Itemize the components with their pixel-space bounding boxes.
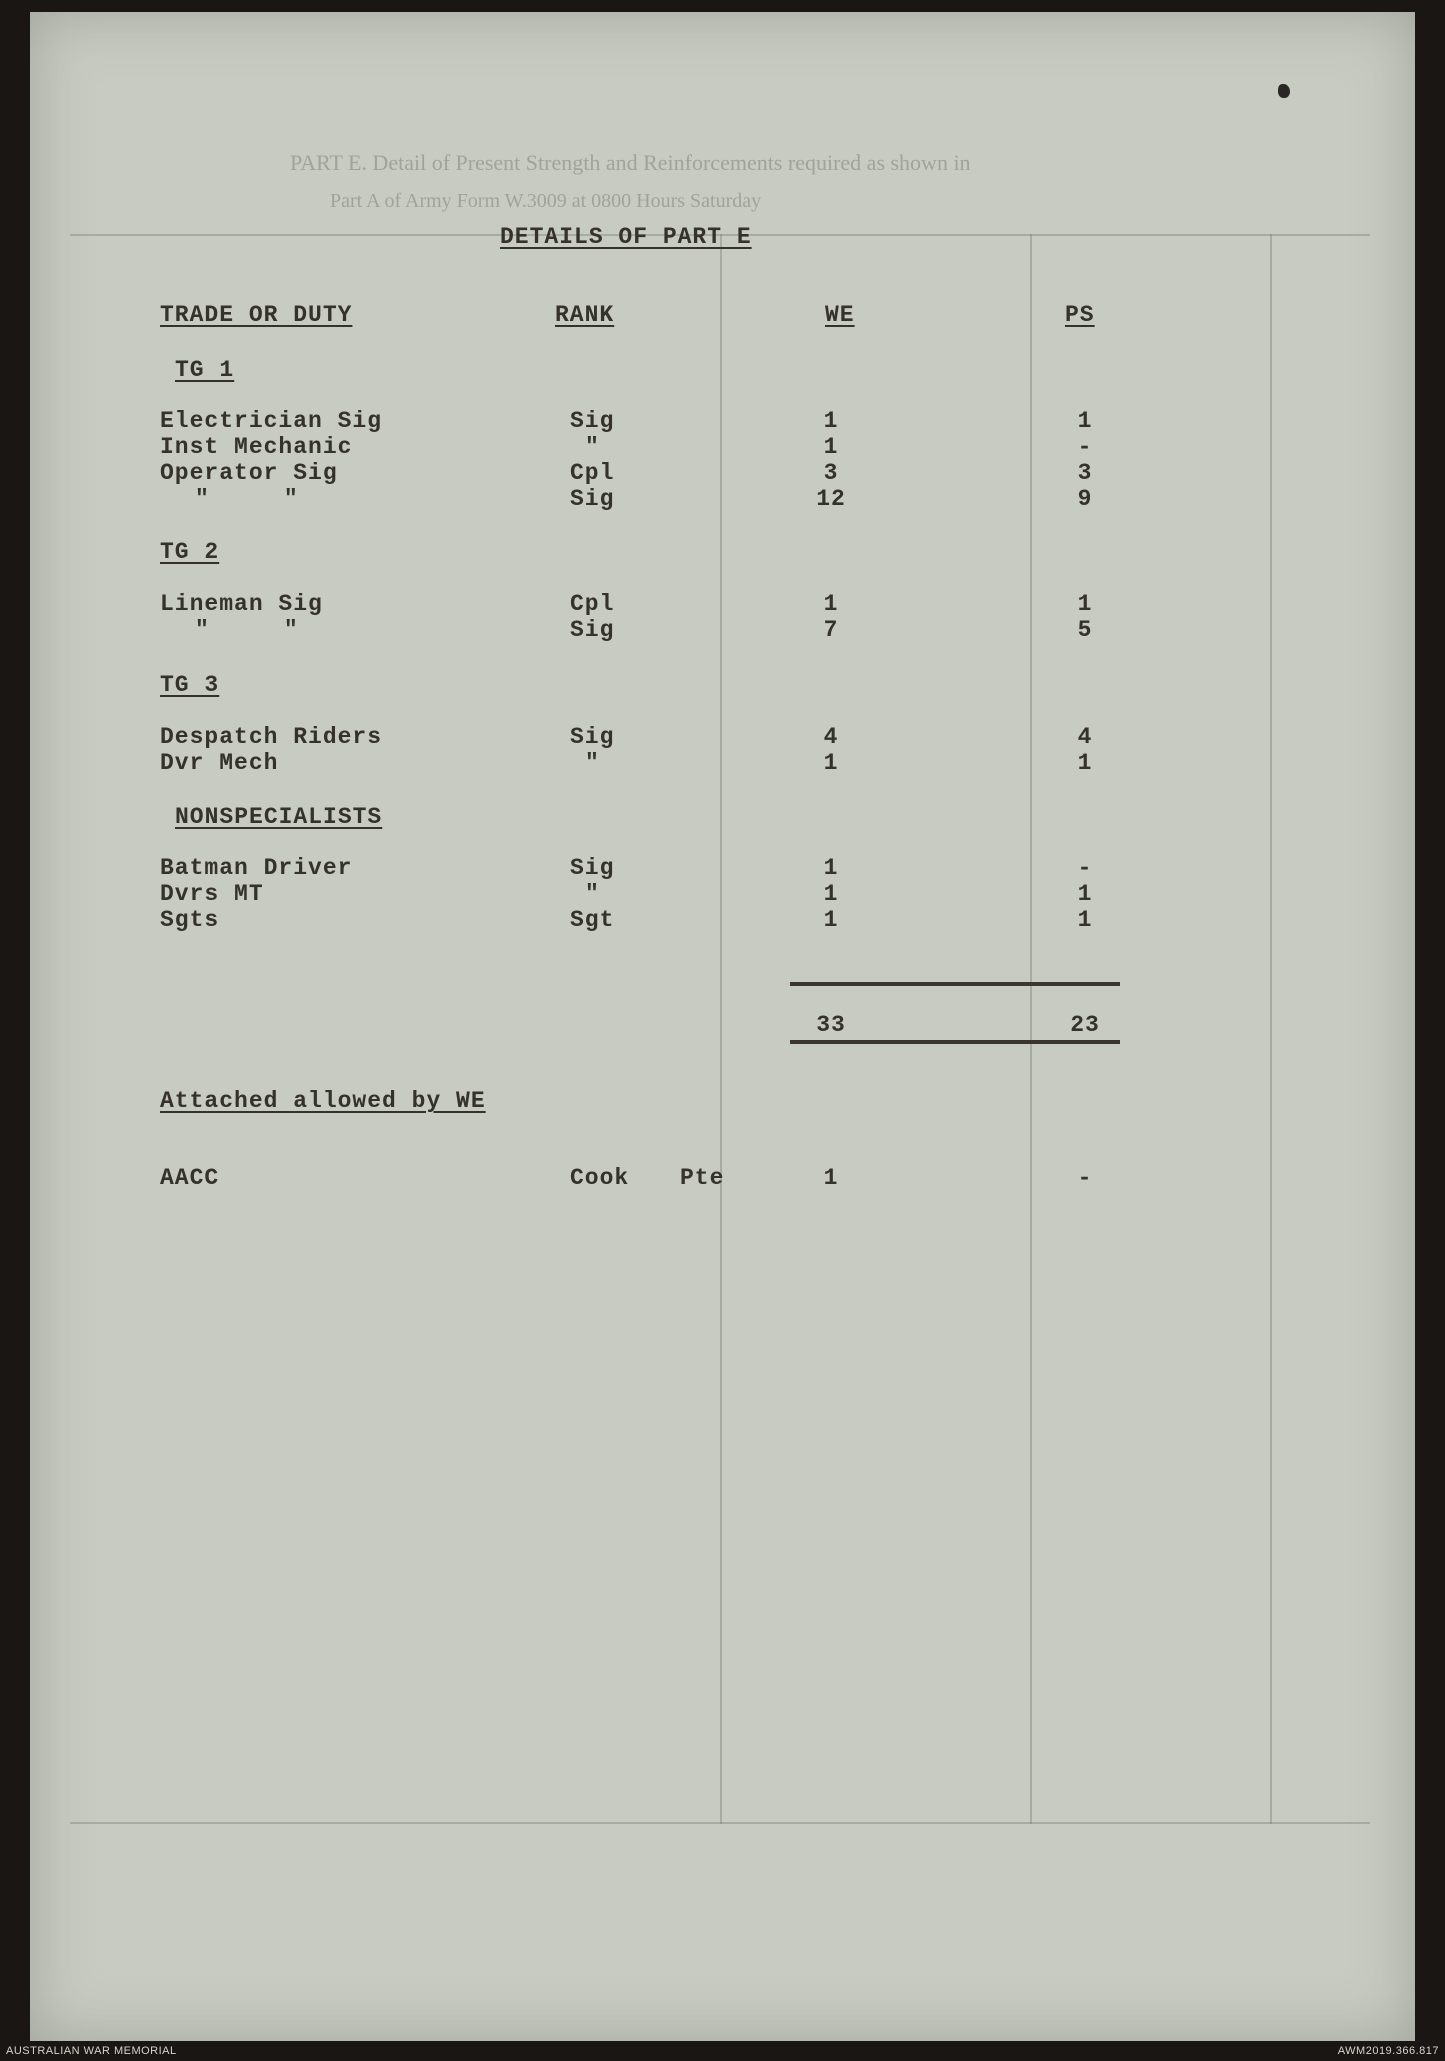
- group-heading: TG 1: [175, 357, 235, 383]
- row-rank: ": [585, 750, 600, 776]
- row-ps: 1: [1077, 881, 1093, 907]
- row-rank: Cpl: [570, 460, 615, 486]
- attached-we: 1: [823, 1165, 839, 1191]
- column-header-rank: RANK: [555, 302, 615, 328]
- row-ps: 9: [1077, 486, 1093, 512]
- row-trade: Lineman Sig: [160, 591, 323, 617]
- row-trade: Batman Driver: [160, 855, 353, 881]
- total-rule-top: [790, 982, 1120, 986]
- row-ps: 1: [1077, 408, 1093, 434]
- row-rank: Sgt: [570, 907, 615, 933]
- document-sheet: [30, 12, 1415, 2041]
- row-rank: Sig: [570, 855, 615, 881]
- row-we: 1: [823, 907, 839, 933]
- bleed-through-line: [1270, 234, 1272, 1824]
- row-rank: Sig: [570, 724, 615, 750]
- row-we: 1: [823, 855, 839, 881]
- row-we: 3: [823, 460, 839, 486]
- row-trade: Dvrs MT: [160, 881, 264, 907]
- column-header-we: WE: [825, 302, 855, 328]
- row-we: 1: [823, 408, 839, 434]
- row-ps: 1: [1077, 907, 1093, 933]
- footer-archive-id: AWM2019.366.817: [1337, 2045, 1439, 2057]
- attached-heading: Attached allowed by WE: [160, 1088, 486, 1114]
- row-rank: Sig: [570, 408, 615, 434]
- row-we: 1: [823, 881, 839, 907]
- group-heading: TG 3: [160, 672, 220, 698]
- attached-trade: AACC: [160, 1165, 220, 1191]
- row-ps: -: [1077, 855, 1093, 881]
- total-we: 33: [816, 1012, 846, 1038]
- bleed-through-line: [720, 234, 722, 1824]
- row-rank: ": [585, 434, 600, 460]
- page-title: DETAILS OF PART E: [500, 224, 752, 250]
- row-trade: Operator Sig: [160, 460, 338, 486]
- bleed-through-title: PART E. Detail of Present Strength and Reinforcements required as shown in: [290, 150, 971, 175]
- bleed-through-subtitle: Part A of Army Form W.3009 at 0800 Hours Saturday: [330, 190, 762, 212]
- row-ps: 1: [1077, 750, 1093, 776]
- attached-ps: -: [1077, 1165, 1093, 1191]
- row-rank: Cpl: [570, 591, 615, 617]
- row-ps: 4: [1077, 724, 1093, 750]
- row-trade: Inst Mechanic: [160, 434, 353, 460]
- column-header-ps: PS: [1065, 302, 1095, 328]
- row-ps: 5: [1077, 617, 1093, 643]
- attached-rank-2: Pte: [680, 1165, 725, 1191]
- row-ps: 1: [1077, 591, 1093, 617]
- row-we: 7: [823, 617, 839, 643]
- row-rank: Sig: [570, 486, 615, 512]
- row-trade: " ": [195, 617, 299, 643]
- bleed-through-line: [1030, 234, 1032, 1824]
- row-we: 4: [823, 724, 839, 750]
- row-ps: -: [1077, 434, 1093, 460]
- footer-archive-name: AUSTRALIAN WAR MEMORIAL: [6, 2045, 177, 2057]
- total-rule-bottom: [790, 1040, 1120, 1044]
- attached-rank: Cook: [570, 1165, 630, 1191]
- group-heading: TG 2: [160, 539, 220, 565]
- row-we: 12: [816, 486, 846, 512]
- row-ps: 3: [1077, 460, 1093, 486]
- row-trade: " ": [195, 486, 299, 512]
- row-trade: Sgts: [160, 907, 220, 933]
- row-trade: Dvr Mech: [160, 750, 279, 776]
- row-trade: Despatch Riders: [160, 724, 383, 750]
- row-trade: Electrician Sig: [160, 408, 383, 434]
- row-rank: Sig: [570, 617, 615, 643]
- row-we: 1: [823, 591, 839, 617]
- row-we: 1: [823, 434, 839, 460]
- ink-mark-icon: [1278, 84, 1290, 98]
- column-header-trade: TRADE OR DUTY: [160, 302, 353, 328]
- group-heading: NONSPECIALISTS: [175, 804, 383, 830]
- row-rank: ": [585, 881, 600, 907]
- row-we: 1: [823, 750, 839, 776]
- total-ps: 23: [1070, 1012, 1100, 1038]
